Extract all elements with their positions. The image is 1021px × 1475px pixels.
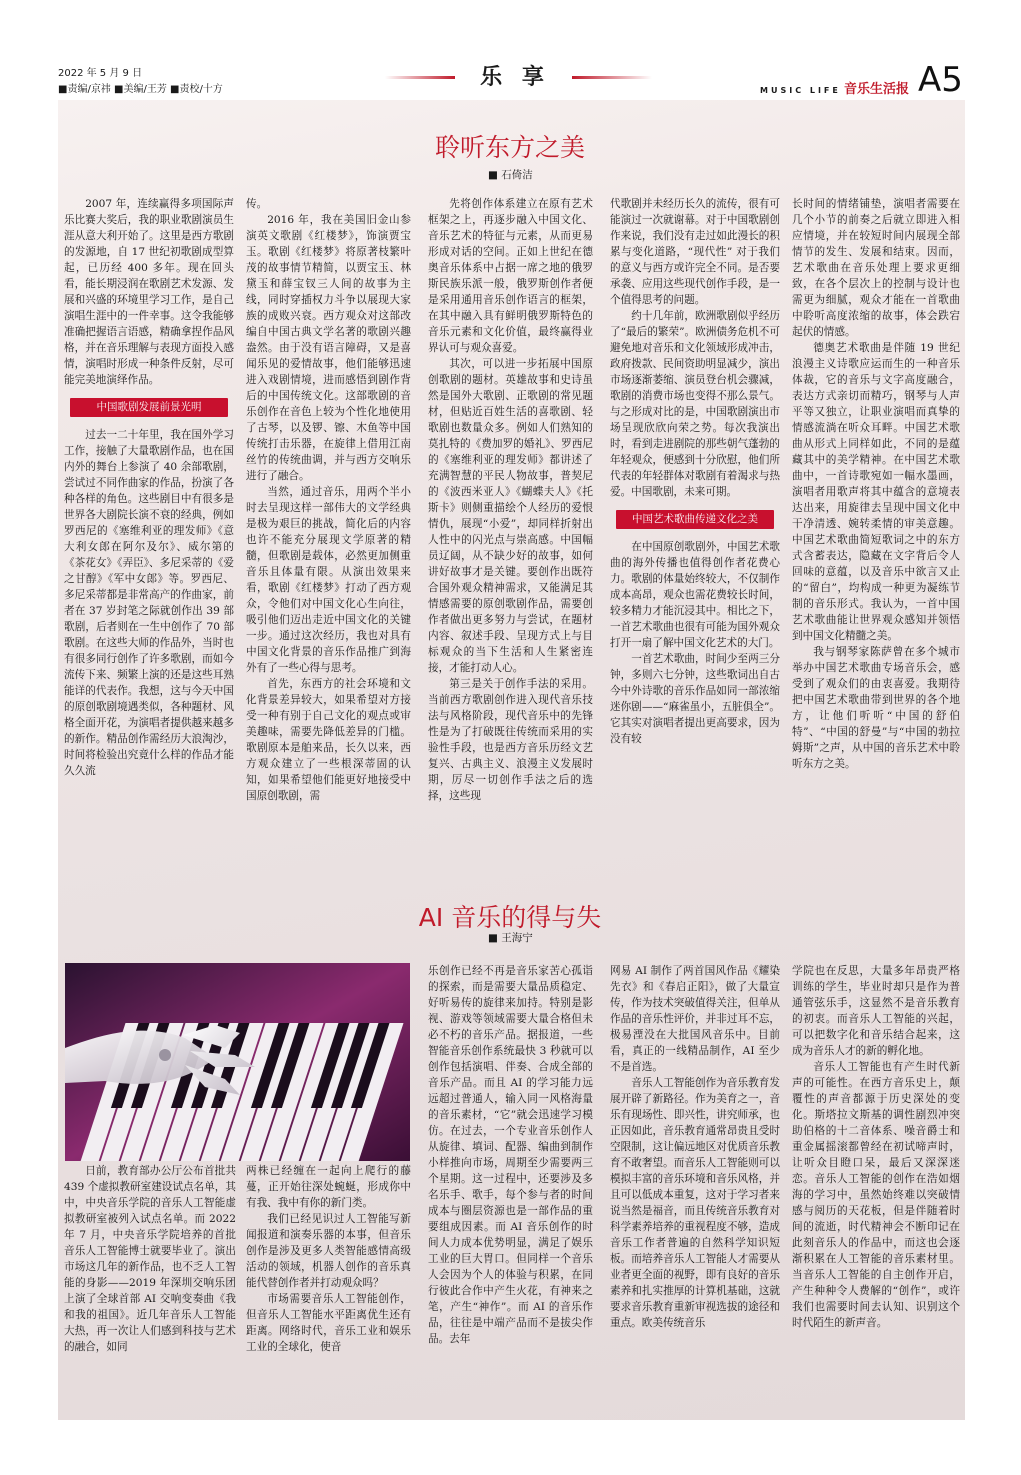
paragraph: 约十几年前，欧洲歌剧似乎经历了“最后的繁荣”。欧洲债务危机不可避免地对音乐和文化领域形成冲击，政府拨款、民间资助明显减少，演出市场逐渐萎缩、演员登台机会骤减，歌剧的消费市场也变得不那么景气。与之形成对比的是，中国歌剧演出市场呈现欣欣向荣之势。每次我演出时，看到走进剧院的那些朝气蓬勃的年轻观众，便感到十分欣慰，他们所代表的年轻群体对歌剧有着渴求与热爱。中国歌剧，未来可期。 (610, 310, 780, 498)
article1-column-3 (428, 196, 593, 886)
article2-author: ■ 王海宁 (488, 932, 533, 944)
article2-column-5 (792, 963, 960, 1408)
paragraph: 市场需要音乐人工智能创作，但音乐人工智能水平距离优生还有距离。网络时代，音乐工业和娱乐工业的全球化，使音 (246, 1293, 411, 1353)
paragraph: 过去一二十年里，我在国外学习工作，接触了大量歌剧作品，也在国内外的舞台上参演了 40 余部歌剧，尝试过不同作曲家的作品，扮演了各种各样的角色。这些剧目中有很多是世界各大剧院长演不衰的经典，例如罗西尼的《塞维利亚的理发师》《意大利女郎在阿尔及尔》、威尔第的《茶花女》《弄臣》、多尼采蒂的《爱之甘醇》《军中女郎》等。罗西尼、多尼采蒂都是非常高产的作曲家，前者在 37 岁封笔之际就创作出 39 部歌剧，后者则在一生中创作了 70 部歌剧。在这些大师的作品外，当时也有很多同行创作了许多歌剧，而如今流传下来、频繁上演的还是这些耳熟能详的代表作。我想，这与今天中国的原创歌剧境遇类似，各种题材、风格全面开花，为演唱者提供越来越多的新作。精品创作需经历大浪淘沙，时间将检验出究竟什么样的作品才能久久流 (64, 429, 234, 777)
paragraph: 音乐人工智能也有产生时代新声的可能性。在西方音乐史上，颠覆性的声音都源于历史深处的变化。斯塔拉文斯基的调性剧烈冲突助伯格的十二音体系、噪音爵士和重金属摇滚都曾经在初试啼声时，让听众目瞪口呆，最后又深深迷恋。音乐人工智能的创作在浩如烟海的学习中，虽然始终难以突破情感与阅历的天花板，但是伴随着时间的流逝，时代精神会不断印记在此刻音乐人的作品中，而这也会逐渐积累在人工智能的音乐素材里。当音乐人工智能的自主创作开启，产生种种令人费解的“创作”，或许我们也需要时间去认知、识别这个时代陌生的新声音。 (792, 1061, 960, 1329)
music-life-label: MUSIC LIFE (760, 86, 841, 95)
paragraph: 网易 AI 制作了两首国风作品《耀染先衣》和《春启正阳》，做了大量宣传，作为技术突破值得关注，但单从作品的音乐性评价，并非过耳不忘，极易湮没在大批国风音乐中。目前看，真正的一线精品制作，AI 至少不是首选。 (610, 965, 780, 1073)
article1-subhead-1: 中国歌剧发展前景光明 (70, 398, 228, 417)
article1-author: ■ 石倚洁 (488, 169, 533, 181)
article1-title: 聆听东方之美 (434, 133, 585, 162)
paragraph: 首先，东西方的社会环境和文化背景差异较大，如果希望对方接受一种有别于自己文化的观点或审美趣味，需要先降低差异的门槛。歌剧原本是舶来品，长久以来，西方观众建立了一些根深蒂固的认知，如果希望他们能更好地接受中国原创歌剧，需 (246, 678, 411, 802)
paper-name: 音乐生活报 (844, 82, 910, 97)
article1-col1a (64, 196, 234, 388)
robot-joint (159, 1049, 171, 1061)
article1-column-2 (246, 196, 411, 886)
paragraph: 其次，可以进一步拓展中国原创歌剧的题材。英雄故事和史诗虽然是国外大歌剧、正歌剧的常见题材，但贴近百姓生活的喜歌剧、轻歌剧也数量众多。例如人们熟知的莫扎特的《费加罗的婚礼》、罗西尼的《塞维利亚的理发师》都讲述了充满智慧的平民人物故事，普契尼的《波西米亚人》《蝴蝶夫人》《托斯卡》则侧重描绘个人经历的爱恨情仇，展现“小爱”，却同样折射出人性中的闪光点与崇高感。中国幅员辽阔，从不缺少好的故事，如何讲好故事才是关键。要创作出既符合国外观众精神需求，又能满足其情感需要的原创歌剧作品，需要创作者做出更多努力与尝试，在题材内容、叙述手段、呈现方式上与目标观众的当下生活和人生紧密连接，才能打动人心。 (428, 358, 593, 674)
article1-column-4 (610, 196, 780, 886)
issue-date: 2022 年 5 月 9 日 (58, 68, 143, 79)
page-number: A5 (918, 60, 963, 100)
paragraph: 乐创作已经不再是音乐家苦心孤诣的探索，而是需要大量品质稳定、好听易传的旋律来加持。特别是影视、游戏等领域需要大量合格但未必不朽的音乐产品。据报道，一些智能音乐创作系统最快 3 秒就可以创作包括演唱、伴奏、合成全部的音乐产品。而且 AI 的学习能力远远超过普通人，输入同一风格海量的音乐素材，“它”就会迅速学习模仿。在过去，一个专业音乐创作人从旋律、填词、配器、编曲到制作小样推向市场，周期至少需要两三个星期。这一过程中，还要涉及多名乐手、歌手，每个参与者的时间成本与圈层资源也是一部作品的重要组成因素。而 AI 音乐创作的时间人力成本优势明显，满足了娱乐工业的巨大胃口。但同样一个音乐人会因为个人的体验与积累，在同行彼此合作中产生火花，有神来之笔，产生“神作”。而 AI 的音乐作品，往往是中端产品而不是拔尖作品。去年 (428, 965, 593, 1345)
article2-column-1 (64, 1163, 236, 1408)
paragraph: 德奥艺术歌曲是伴随 19 世纪浪漫主义诗歌应运而生的一种音乐体裁，它的音乐与文字高度融合，表达方式亲切而精巧，钢琴与人声平等又独立，让职业演唱而真挚的情感流淌在听众耳畔。中国艺术歌曲从形式上同样如此，不同的是蕴藏其中的美学精神。在中国艺术歌曲中，一首诗歌宛如一幅水墨画，演唱者用歌声将其中蕴含的意境表达出来，用旋律去呈现中国文化中干净清透、婉转柔情的审美意趣。中国艺术歌曲简短歌词之中的东方式含蓄表达，隐藏在文字背后令人回味的意蕴，以及音乐中欲言又止的“留白”，均构成一种更为凝练节制的音乐形式。我认为，一首中国艺术歌曲能让世界观众感知并领悟到中国文化精髓之美。 (792, 342, 960, 642)
article1-col4b (610, 539, 780, 747)
article1-col4a (610, 196, 780, 500)
paragraph: 日前，教育部办公厅公布首批共 439 个虚拟教研室建设试点名单，其中，中央音乐学院的音乐人工智能虚拟教研室被列入试点名单。而 2022 年 7 月，中央音乐学院培养的首批音乐人工智能博士就要毕业了。演出市场这几年的新作品，也不乏人工智能的身影——2019 年深圳交响乐团上演了全球首部 AI 交响变奏曲《我和我的祖国》。近几年音乐人工智能大热，再一次让人们感到科技与艺术的融合，如同 (64, 1165, 236, 1353)
editor-credits: ■责编/京祎 ■美编/王芳 ■责校/十方 (58, 84, 223, 95)
paragraph: 音乐人工智能创作为音乐教育发展开辟了新路径。作为美育之一，音乐有现场性、即兴性，讲究师承，也正因如此，音乐教育通常昂贵且受时空限制，这让偏远地区对优质音乐教育不敢奢望。而音乐人工智能则可以模拟丰富的音乐环境和音乐风格，并且可以低成本重复，这对于学习者来说当然是福音，而且传统音乐教育对科学素养培养的重视程度不够，造成音乐工作者普遍的自然科学知识短板。而培养音乐人工智能人才需要从业者更全面的视野，即有良好的音乐素养和扎实推厚的计算机基础，这就要求音乐教育重新审视选拔的途径和重点。欧美传统音乐 (610, 1077, 780, 1329)
paragraph: 我与钢琴家陈萨曾在多个城市举办中国艺术歌曲专场音乐会，感受到了观众们的由衷喜爱。我期待把中国艺术歌曲带到世界的各个地方，让他们听听“中国的舒伯特”、“中国的舒曼”与“中国的勃拉姆斯”之声，从中国的音乐艺术中聆听东方之美。 (792, 646, 960, 770)
article1-column-5 (792, 196, 960, 886)
robot-piano-photo (65, 963, 410, 1161)
paragraph: 2007 年，连续赢得多项国际声乐比赛大奖后，我的职业歌剧演员生涯从意大利开始了。这里是西方歌剧的发源地，自 17 世纪初歌剧成型算起，已历经 400 多年。现在回头看，能长期浸润在歌剧艺术发源、发展和兴盛的环境里学习工作，是自己演唱生涯中的一件幸事。这令我能够准确把握语言语感，精确拿捏作品风格，并在音乐理解与表现方面投入感情，演唱时形成一种条件反射，尽可能完美地演绎作品。 (64, 198, 234, 386)
header-rule-left (385, 76, 455, 79)
paragraph: 在中国原创歌剧外，中国艺术歌曲的海外传播也值得创作者花费心力。歌剧的体量始终较大，不仅制作成本高昂，观众也需花费较长时间，较多精力才能沉浸其中。相比之下，一首艺术歌曲也很有可能为国外观众打开一扇了解中国文化艺术的大门。 (610, 541, 780, 649)
paragraph: 第三是关于创作手法的采用。当前西方歌剧创作进入现代音乐技法与风格阶段，现代音乐中的先锋性是为了打破既往传统而采用的实验性手段，也是西方音乐历经文艺复兴、古典主义、浪漫主义发展时期，厉尽一切创作手法之后的选择，这些现 (428, 678, 593, 802)
paragraph: 学院也在反思，大量多年昂贵严格训练的学生，毕业时却只是作为普通管弦乐手，这显然不是音乐教育的初衷。而音乐人工智能的兴起，可以把数字化和音乐结合起来，这成为音乐人才的新的孵化地。 (792, 965, 960, 1057)
paragraph: 长时间的情绪铺垫，演唱者需要在几个小节的前奏之后就立即进入相应情境，并在较短时间内展现全部情节的发生、发展和结束。因而，艺术歌曲在音乐处理上要求更细致，在各个层次上的控制与设计也需更为细腻，观众才能在一首歌曲中聆听高度浓缩的故事，体会跌宕起伏的情感。 (792, 198, 960, 338)
paragraph: 两株已经缠在一起向上爬行的藤蔓，正开始往深处蜿蜒，形成你中有我、我中有你的新门类。 (246, 1165, 411, 1209)
paragraph: 先将创作体系建立在原有艺术框架之上，再逐步融入中国文化、音乐艺术的特征与元素，从而更易形成对话的空间。正如上世纪在德奥音乐体系中占据一席之地的俄罗斯民族乐派一般，俄罗斯创作者便是采用通用音乐创作语言的框架，在其中融入具有鲜明俄罗斯特色的音乐元素和文化价值，最终赢得业界认可与观众喜爱。 (428, 198, 593, 354)
section-title: 乐 享 (480, 64, 550, 90)
paragraph: 代歌剧并未经历长久的流传，很有可能演过一次就谢幕。对于中国歌剧创作来说，我们没有走过如此漫长的积累与变化道路，“现代性” 对于我们的意义与西方或许完全不同。是否要承袭、应用这些现代创作手段，是一个值得思考的问题。 (610, 198, 780, 306)
article1-col1b (64, 427, 234, 779)
article2-column-4 (610, 963, 780, 1408)
header-rule-right (572, 76, 652, 79)
paragraph: 我们已经见识过人工智能写新闻报道和演奏乐器的本事，但音乐创作是涉及更多人类智能感情高级活动的领域，机器人创作的音乐真能代替创作者并打动观众吗？ (246, 1213, 411, 1289)
article2-title: AI 音乐的得与失 (418, 903, 602, 932)
paragraph: 一首艺术歌曲，时间少至两三分钟，多则六七分钟，这些歌词出自古今中外诗歌的音乐作品如同一部浓缩迷你剧——“麻雀虽小，五脏俱全”。它其实对演唱者提出更高要求，因为没有较 (610, 653, 780, 745)
article2-column-3 (428, 963, 593, 1408)
paragraph: 当然，通过音乐，用两个半小时去呈现这样一部伟大的文学经典是极为艰巨的挑战，简化后的内容也许不能充分展现文学原著的精髓，但歌剧是载体，必然更加侧重音乐且体量有限。从演出效果来看，歌剧《红楼梦》打动了西方观众，令他们对中国文化心生向往，吸引他们迈出走近中国文化的关键一步。通过这次经历，我也对具有中国文化背景的音乐作品推广到海外有了一些心得与思考。 (246, 486, 411, 674)
article2-column-2 (246, 1163, 411, 1408)
paragraph: 2016 年，我在美国旧金山参演英文歌剧《红楼梦》，饰演贾宝玉。歌剧《红楼梦》将原著枝繁叶茂的故事情节精简，以贾宝玉、林黛玉和薛宝钗三人间的故事为主线，同时穿插权力斗争以展现大家族的成败兴衰。西方观众对这部改编自中国古典文学名著的歌剧兴趣盎然。由于没有语言障碍，又是喜闻乐见的爱情故事，他们能够迅速进入戏剧情境，进而感悟到剧作背后的中国传统文化。这部歌剧的音乐创作在音色上较为个性化地使用了古琴，以及锣、镲、木鱼等中国传统打击乐器，在旋律上借用江南丝竹的传统曲调，并与西方交响乐进行了融合。 (246, 214, 411, 482)
article1-column-1 (64, 196, 234, 886)
paragraph: 传。 (246, 198, 268, 210)
article1-subhead-2: 中国艺术歌曲传递文化之美 (616, 510, 774, 529)
